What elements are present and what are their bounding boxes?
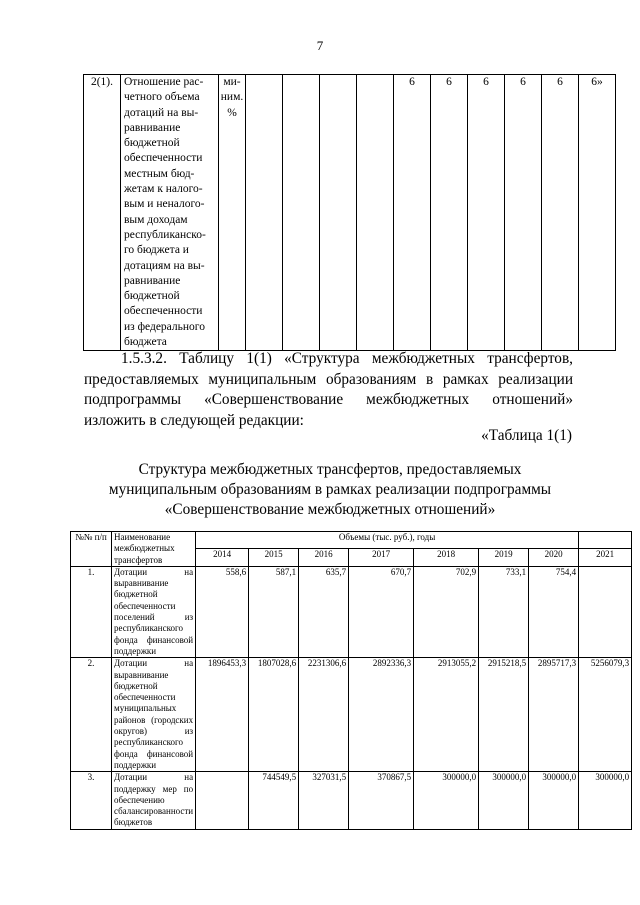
header-num: №№ п/п	[71, 532, 112, 567]
value-cell: 300000,0	[414, 772, 479, 830]
value-cell: 300000,0	[579, 772, 632, 830]
text-line: ним.	[220, 91, 244, 104]
value-cell	[357, 75, 394, 351]
year-header: 2016	[299, 549, 349, 566]
text-line: дотациям на вы-	[124, 259, 205, 272]
text-line: равнивание	[124, 274, 181, 287]
header-row	[71, 532, 632, 549]
year-header: 2021	[579, 549, 632, 566]
year-header: 2018	[414, 549, 479, 566]
year-header: 2020	[529, 549, 579, 566]
header-name: Наименование межбюджетных трансфертов	[112, 532, 196, 567]
text-line: из федерального	[124, 320, 205, 333]
value-cell	[320, 75, 357, 351]
value-cell: 702,9	[414, 566, 479, 657]
value-cell: 6	[542, 75, 579, 351]
unit-cell	[219, 75, 246, 351]
value-cell: 754,4	[529, 566, 579, 657]
value-cell	[246, 75, 283, 351]
text-line: го бюджета и	[124, 244, 189, 257]
table-row	[71, 658, 632, 772]
text-line: обеспеченности	[124, 152, 203, 165]
text-line: бюджетной	[124, 137, 180, 150]
value-cell: 733,1	[479, 566, 529, 657]
header-blank	[579, 532, 632, 549]
text-line: жетам к налого-	[124, 183, 203, 196]
value-cell: 300000,0	[529, 772, 579, 830]
row-number: 2.	[71, 658, 112, 772]
value-cell: 6	[431, 75, 468, 351]
value-cell: 327031,5	[299, 772, 349, 830]
value-cell: 635,7	[299, 566, 349, 657]
row-number: 2(1).	[84, 75, 121, 351]
value-cell	[283, 75, 320, 351]
value-cell: 300000,0	[479, 772, 529, 830]
value-cell: 2895717,3	[529, 658, 579, 772]
year-header: 2017	[349, 549, 414, 566]
row-number: 1.	[71, 566, 112, 657]
value-cell: 558,6	[196, 566, 249, 657]
text-line: вым доходам	[124, 213, 188, 226]
text-line: дотаций на вы-	[124, 106, 199, 119]
title-line: муниципальным образованиям в рамках реализации подпрограммы	[108, 481, 552, 498]
amendment-paragraph: 1.5.3.2. Таблицу 1(1) «Структура межбюджетных трансфертов, предоставляемых муниципальным образованиям в рамках реализации подпрограммы «Совершенствование межбюджетных отношений» изложить в следующей редакции:	[84, 350, 573, 429]
year-header: 2019	[479, 549, 529, 566]
value-cell: 6»	[579, 75, 616, 351]
text-line: обеспеченности	[124, 305, 203, 318]
text-line: равнивание	[124, 121, 181, 134]
value-cell	[196, 772, 249, 830]
indicator-name	[121, 75, 219, 351]
text-line: республиканско-	[124, 228, 206, 241]
table-caption: «Таблица 1(1)	[481, 427, 572, 444]
transfer-name: Дотации на выравнивание бюджетной обеспеченности поселений из республиканского фонда финансовой поддержки	[112, 566, 196, 657]
text-line: бюджета	[124, 336, 167, 349]
value-cell: 587,1	[249, 566, 299, 657]
text-line: четного объема	[124, 91, 200, 104]
text-line: %	[227, 106, 237, 119]
row-number: 3.	[71, 772, 112, 830]
text-line: местным бюд-	[124, 167, 195, 180]
text-line: вым и неналого-	[124, 198, 205, 211]
value-cell: 670,7	[349, 566, 414, 657]
value-cell: 370867,5	[349, 772, 414, 830]
value-cell: 6	[468, 75, 505, 351]
value-cell: 2915218,5	[479, 658, 529, 772]
year-header: 2015	[249, 549, 299, 566]
value-cell: 2913055,2	[414, 658, 479, 772]
value-cell	[579, 566, 632, 657]
text-line: ми-	[223, 76, 241, 88]
value-cell: 2231306,6	[299, 658, 349, 772]
transfers-table	[70, 531, 632, 830]
value-cell: 1807028,6	[249, 658, 299, 772]
title-line: «Совершенствование межбюджетных отношений»	[164, 501, 496, 518]
value-cell: 1896453,3	[196, 658, 249, 772]
text-line: бюджетной	[124, 290, 180, 303]
table-row	[71, 566, 632, 657]
header-volumes: Объемы (тыс. руб.), годы	[196, 532, 579, 549]
value-cell: 744549,5	[249, 772, 299, 830]
table-title	[0, 460, 640, 520]
transfer-name: Дотации на выравнивание бюджетной обеспеченности муниципальных районов (городских округов) из республиканского фонда финансовой поддержки	[112, 658, 196, 772]
value-cell: 2892336,3	[349, 658, 414, 772]
table-row	[71, 772, 632, 830]
text-line: Отношение рас-	[124, 76, 204, 88]
indicator-table	[83, 74, 616, 351]
year-header: 2014	[196, 549, 249, 566]
table-row	[84, 75, 616, 351]
value-cell: 5256079,3	[579, 658, 632, 772]
value-cell: 6	[394, 75, 431, 351]
value-cell: 6	[505, 75, 542, 351]
title-line: Структура межбюджетных трансфертов, предоставляемых	[138, 461, 522, 478]
transfer-name: Дотации на поддержку мер по обеспечению сбалансированности бюджетов	[112, 772, 196, 830]
page-number: 7	[316, 38, 324, 53]
